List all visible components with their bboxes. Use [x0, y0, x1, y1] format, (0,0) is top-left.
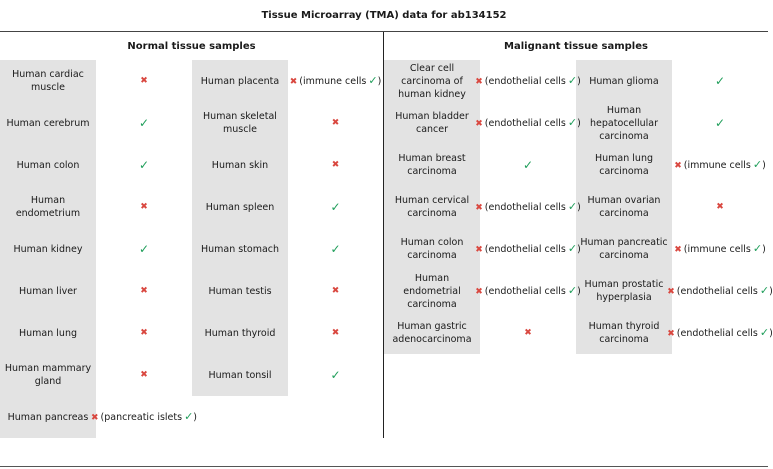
negative-cross-icon: ✖ — [331, 327, 340, 338]
staining-result — [288, 312, 383, 354]
tissue-name: Human skin — [211, 159, 269, 171]
positive-check-icon: ✓ — [714, 115, 726, 130]
positive-check-icon: ✓ — [330, 199, 341, 214]
tissue-name: Human thyroid carcinoma — [588, 321, 660, 345]
tissue-name: Human cerebrum — [6, 117, 90, 129]
normal-heading: Normal tissue samples — [127, 40, 256, 52]
tissue-name: Human mammary gland — [4, 363, 92, 387]
tissue-name: Human placenta — [200, 75, 280, 87]
negative-cross-icon: ✖ — [331, 285, 340, 296]
negative-cross-icon: ✖ — [674, 160, 682, 171]
positive-check-icon: ✓ — [138, 241, 150, 256]
negative-cross-icon: ✖ — [289, 76, 298, 87]
tissue-name: Human pancreatic carcinoma — [580, 237, 668, 261]
tissue-name: Human spleen — [205, 201, 275, 213]
positive-check-icon: ✓ — [752, 241, 763, 255]
note-text: immune cells — [302, 75, 367, 87]
tissue-name: Human endometrium — [15, 195, 81, 219]
tissue-name: Human testis — [208, 285, 272, 297]
bottom-border — [0, 466, 768, 467]
staining-result — [672, 60, 768, 102]
staining-result — [90, 396, 198, 438]
malignant-heading: Malignant tissue samples — [504, 40, 648, 52]
result-note: ✖ (immune cells ✓) — [289, 73, 382, 87]
tissue-name: Human thyroid — [204, 327, 276, 339]
note-text: endothelial cells — [680, 327, 758, 339]
staining-result — [96, 312, 192, 354]
negative-cross-icon: ✖ — [140, 75, 148, 86]
staining-result — [96, 228, 192, 270]
positive-check-icon: ✓ — [567, 73, 578, 87]
negative-cross-icon: ✖ — [716, 201, 724, 212]
staining-result — [96, 102, 192, 144]
staining-result — [475, 186, 581, 228]
tissue-name: Human kidney — [13, 243, 83, 255]
staining-result — [475, 60, 581, 102]
tissue-name: Human breast carcinoma — [398, 153, 466, 177]
positive-check-icon: ✓ — [567, 241, 578, 255]
tissue-name: Human cervical carcinoma — [394, 195, 470, 219]
staining-result — [288, 354, 383, 396]
tissue-name: Human tonsil — [208, 369, 272, 381]
negative-cross-icon: ✖ — [475, 118, 483, 129]
note-text: endothelial cells — [488, 75, 566, 87]
tissue-name: Human lung — [19, 327, 77, 339]
staining-result — [667, 270, 773, 312]
staining-result — [672, 144, 768, 186]
result-note: ✖ (endothelial cells ✓) — [475, 73, 581, 87]
negative-cross-icon: ✖ — [475, 244, 483, 255]
staining-result — [288, 270, 383, 312]
positive-check-icon: ✓ — [184, 409, 194, 423]
staining-result — [288, 60, 383, 102]
note-text: endothelial cells — [680, 285, 758, 297]
note-text: endothelial cells — [488, 117, 566, 129]
result-note: ✖ (endothelial cells ✓) — [475, 199, 581, 213]
positive-check-icon: ✓ — [567, 199, 578, 213]
staining-result — [480, 144, 576, 186]
positive-check-icon: ✓ — [752, 157, 763, 171]
note-text: endothelial cells — [488, 285, 566, 297]
staining-result — [288, 228, 383, 270]
tissue-name: Human bladder cancer — [395, 111, 469, 135]
staining-result — [96, 354, 192, 396]
result-note: ✖ (endothelial cells ✓) — [667, 325, 773, 339]
tissue-name: Human skeletal muscle — [203, 111, 277, 135]
staining-result — [475, 228, 581, 270]
negative-cross-icon: ✖ — [90, 412, 99, 423]
positive-check-icon: ✓ — [759, 325, 770, 339]
positive-check-icon: ✓ — [522, 157, 534, 172]
result-note: ✖ (pancreatic islets ✓) — [90, 409, 198, 423]
staining-result — [288, 186, 383, 228]
negative-cross-icon: ✖ — [140, 201, 148, 212]
staining-result — [672, 102, 768, 144]
staining-result — [672, 228, 768, 270]
positive-check-icon: ✓ — [330, 367, 341, 382]
note-text: pancreatic islets — [104, 411, 183, 423]
negative-cross-icon: ✖ — [140, 285, 148, 296]
tissue-name: Human cardiac muscle — [12, 69, 84, 93]
staining-result — [475, 102, 581, 144]
tissue-name: Human hepatocellular carcinoma — [590, 104, 658, 142]
tissue-name: Human endometrial carcinoma — [403, 272, 461, 310]
negative-cross-icon: ✖ — [331, 117, 340, 128]
result-note: ✖ (immune cells ✓) — [674, 241, 766, 255]
staining-result — [475, 270, 581, 312]
staining-result — [96, 60, 192, 102]
staining-result — [96, 186, 192, 228]
table-title: Tissue Microarray (TMA) data for ab134152 — [0, 0, 768, 32]
negative-cross-icon: ✖ — [475, 76, 483, 87]
tissue-name: Human liver — [19, 285, 77, 297]
positive-check-icon: ✓ — [330, 241, 341, 256]
negative-cross-icon: ✖ — [524, 327, 532, 338]
negative-cross-icon: ✖ — [475, 202, 483, 213]
staining-result — [96, 144, 192, 186]
negative-cross-icon: ✖ — [331, 159, 340, 170]
staining-result — [288, 102, 383, 144]
staining-result — [480, 312, 576, 354]
staining-result — [96, 270, 192, 312]
staining-result — [288, 144, 383, 186]
result-note: ✖ (endothelial cells ✓) — [475, 241, 581, 255]
negative-cross-icon: ✖ — [475, 286, 483, 297]
note-text: endothelial cells — [488, 201, 566, 213]
tissue-name: Human prostatic hyperplasia — [584, 279, 664, 303]
positive-check-icon: ✓ — [368, 73, 378, 87]
result-note: ✖ (endothelial cells ✓) — [475, 115, 581, 129]
positive-check-icon: ✓ — [138, 157, 150, 172]
tissue-name: Human glioma — [589, 75, 659, 87]
negative-cross-icon: ✖ — [140, 369, 148, 380]
positive-check-icon: ✓ — [567, 283, 578, 297]
note-text: immune cells — [687, 159, 751, 171]
negative-cross-icon: ✖ — [667, 328, 675, 339]
tissue-name: Human lung carcinoma — [595, 153, 653, 177]
positive-check-icon: ✓ — [759, 283, 770, 297]
note-text: endothelial cells — [488, 243, 566, 255]
result-note: ✖ (immune cells ✓) — [674, 157, 766, 171]
negative-cross-icon: ✖ — [140, 327, 148, 338]
result-note: ✖ (endothelial cells ✓) — [475, 283, 581, 297]
negative-cross-icon: ✖ — [667, 286, 675, 297]
result-note: ✖ (endothelial cells ✓) — [667, 283, 773, 297]
tissue-name: Human stomach — [200, 243, 280, 255]
staining-result — [667, 312, 773, 354]
tissue-name: Clear cell carcinoma of human kidney — [398, 62, 466, 100]
positive-check-icon: ✓ — [714, 73, 726, 88]
tissue-name: Human pancreas — [7, 411, 89, 423]
staining-result — [672, 186, 768, 228]
note-text: immune cells — [687, 243, 751, 255]
positive-check-icon: ✓ — [567, 115, 578, 129]
tissue-name: Human colon — [16, 159, 80, 171]
tissue-name: Human ovarian carcinoma — [587, 195, 661, 219]
tissue-name: Human colon carcinoma — [400, 237, 464, 261]
negative-cross-icon: ✖ — [674, 244, 682, 255]
positive-check-icon: ✓ — [138, 115, 150, 130]
tissue-name: Human gastric adenocarcinoma — [392, 321, 472, 345]
